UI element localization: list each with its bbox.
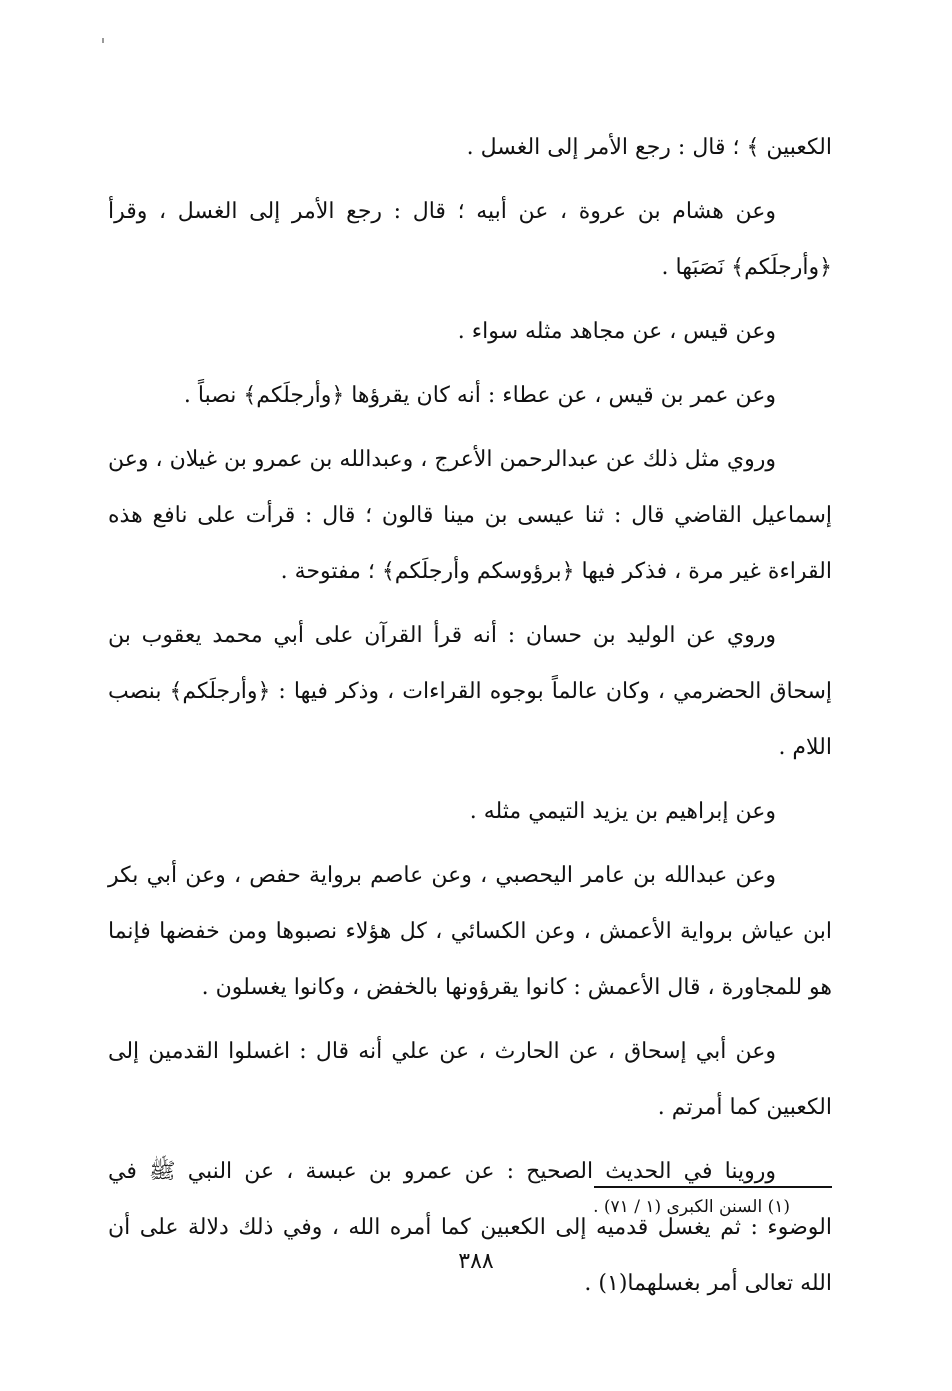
scan-speck	[102, 38, 104, 43]
main-text	[108, 120, 832, 1320]
paragraph-2: وعن هشام بن عروة ، عن أبيه ؛ قال : رجع الأمر إلى الغسل ، وقرأ ﴿وأرجلَكم﴾ نَصَبَها .	[108, 199, 832, 280]
paragraph-10: وروينا في الحديث الصحيح : عن عمرو بن عبسة ، عن النبي ﷺ في الوضوء : ثم يغسل قدميه إلى الكعبين كما أمره الله ، وفي ذلك دلالة على أن الله تعالى أمر بغسلهما(١) .	[108, 1159, 832, 1296]
paragraph-8: وعن عبدالله بن عامر اليحصبي ، وعن عاصم برواية حفص ، وعن أبي بكر ابن عياش برواية الأعمش ، وعن الكسائي ، كل هؤلاء نصبوها ومن خفضها فإنما هو للمجاورة ، قال الأعمش : كانوا يقرؤونها بالخفض ، وكانوا يغسلون .	[108, 863, 832, 1000]
paragraph-9: وعن أبي إسحاق ، عن الحارث ، عن علي أنه قال : اغسلوا القدمين إلى الكعبين كما أمرتم .	[108, 1039, 832, 1120]
page-number: ٣٨٨	[458, 1249, 494, 1274]
footnote: (١) السنن الكبرى (١ / ٧١) .	[593, 1197, 790, 1217]
paragraph-3: وعن قيس ، عن مجاهد مثله سواء .	[457, 319, 776, 344]
paragraph-5: وروي مثل ذلك عن عبدالرحمن الأعرج ، وعبدالله بن عمرو بن غيلان ، وعن إسماعيل القاضي قال : ثنا عيسى بن مينا قالون ؛ قال : قرأت على نافع هذه القراءة غير مرة ، فذكر فيها ﴿برؤوسكم وأرجلَكم﴾ ؛ مفتوحة .	[108, 447, 832, 584]
paragraph-1: الكعبين ﴾ ؛ قال : رجع الأمر إلى الغسل .	[466, 135, 832, 160]
paragraph-7: وعن إبراهيم بن يزيد التيمي مثله .	[469, 799, 776, 824]
paragraph-6: وروي عن الوليد بن حسان : أنه قرأ القرآن على أبي محمد يعقوب بن إسحاق الحضرمي ، وكان عالماً بوجوه القراءات ، وذكر فيها : ﴿وأرجلَكم﴾ بنصب اللام .	[108, 623, 832, 760]
paragraph-4: وعن عمر بن قيس ، عن عطاء : أنه كان يقرؤها ﴿وأرجلَكم﴾ نصباً .	[183, 383, 776, 408]
footnote-separator	[594, 1186, 832, 1188]
